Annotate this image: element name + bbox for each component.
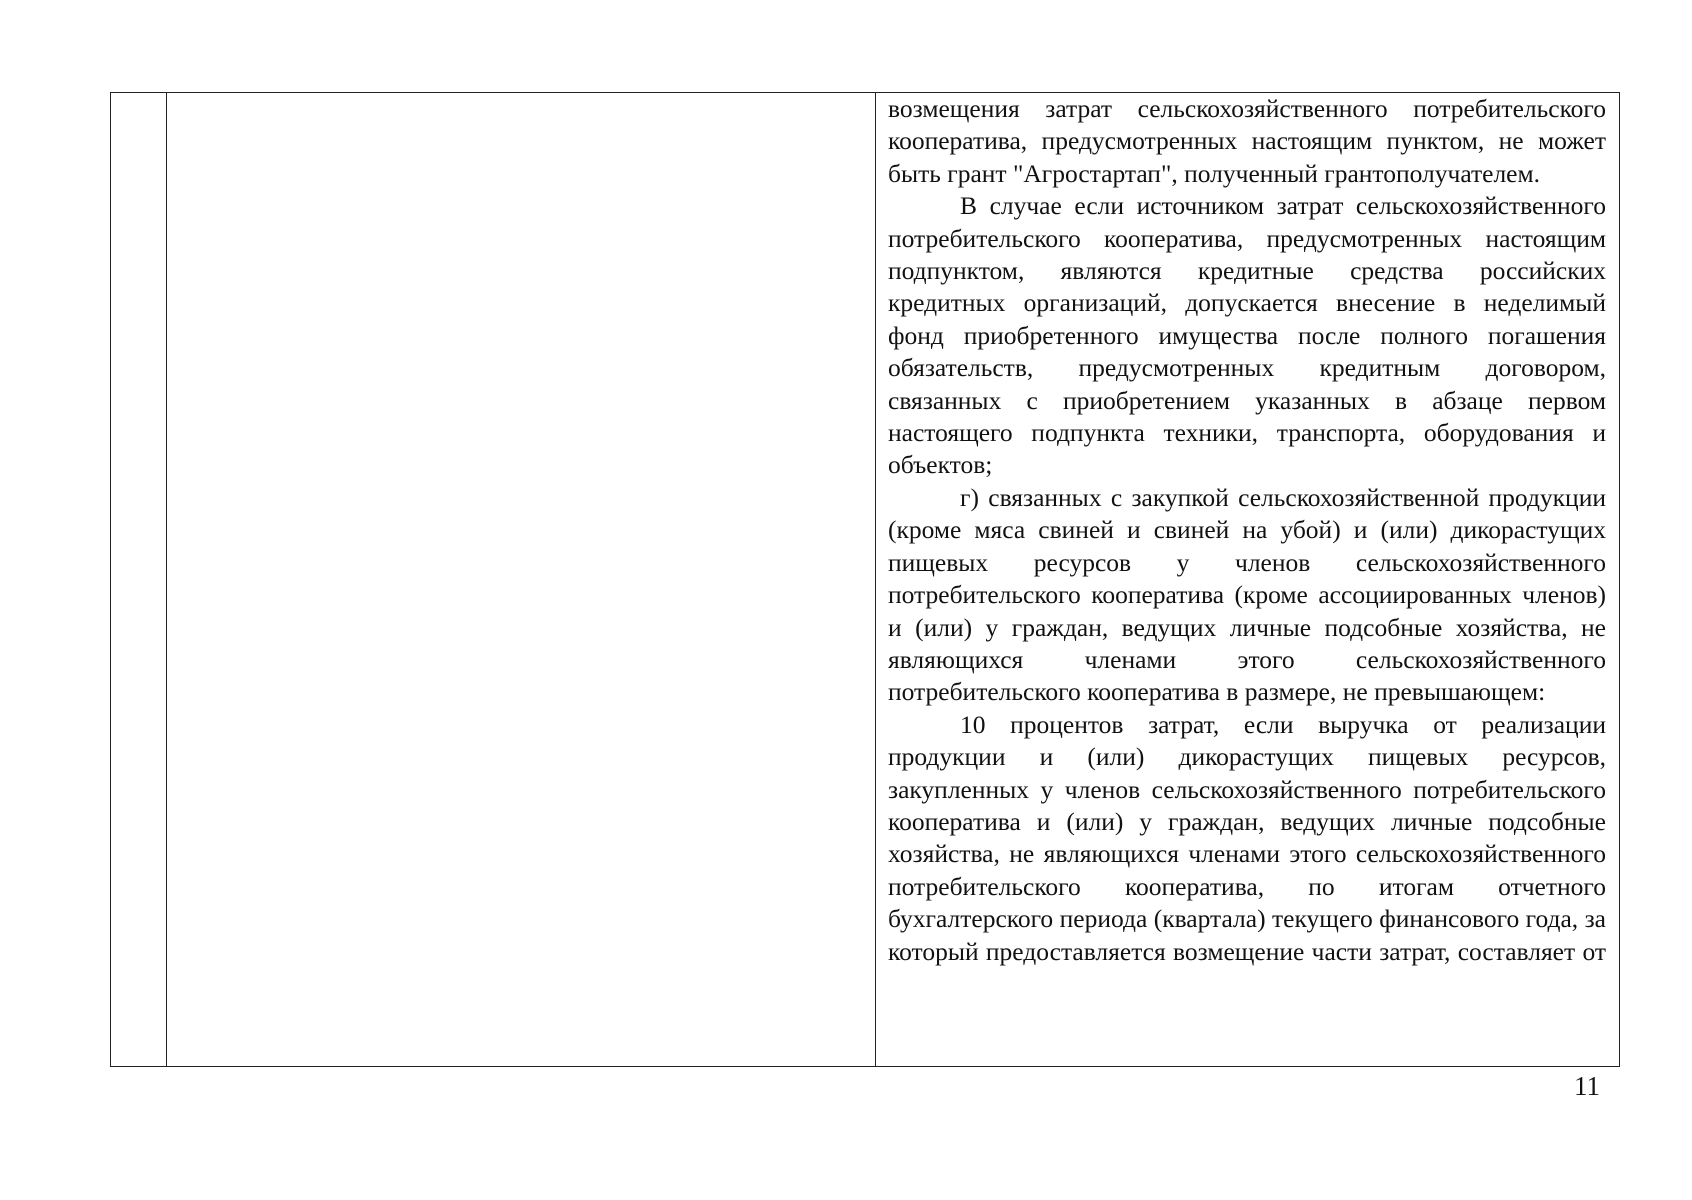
paragraph-subitem-g: г) связанных с закупкой сельскохозяйственной продукции (кроме мяса свиней и свиней на убой) и (или) дикорастущих пищевых ресурсов у членов сельскохозяйственного потребительского кооператива (кроме ассоциированных членов) и (или) у граждан, ведущих личные подсобные хозяйства, не являющихся членами этого сельскохозяйственного потребительского кооператива в размере, не превышающем: (888, 482, 1606, 707)
paragraph-ten-percent: 10 процентов затрат, если выручка от реализации продукции и (или) дикорастущих пищевых ресурсов, закупленных у членов сельскохозяйственного потребительского кооператива и (или) у граждан, ведущих личные подсобные хозяйства, не являющихся членами этого сельскохозяйственного потребительского кооператива, по итогам отчетного бухгалтерского периода (квартала) текущего финансового года, за который предоставляется возмещение части затрат, составляет от (888, 709, 1606, 966)
table-text-cell (888, 93, 1606, 1066)
page-number: 11 (1574, 1071, 1600, 1101)
document-table (110, 92, 1620, 1067)
table-column-divider-2 (875, 93, 876, 1066)
paragraph-credit-funds: В случае если источником затрат сельскохозяйственного потребительского кооператива, предусмотренных настоящим подпунктом, являются кредитные средства российских кредитных организаций, допускается внесение в неделимый фонд приобретенного имущества после полного погашения обязательств, предусмотренных кредитным договором, связанных с приобретением указанных в абзаце первом настоящего подпункта техники, транспорта, оборудования и объектов; (888, 191, 1606, 480)
table-column-divider-1 (166, 93, 167, 1066)
paragraph-continuation: возмещения затрат сельскохозяйственного потребительского кооператива, предусмотренных настоящим пунктом, не может быть грант "Агростартап", полученный грантополучателем. (888, 94, 1606, 188)
